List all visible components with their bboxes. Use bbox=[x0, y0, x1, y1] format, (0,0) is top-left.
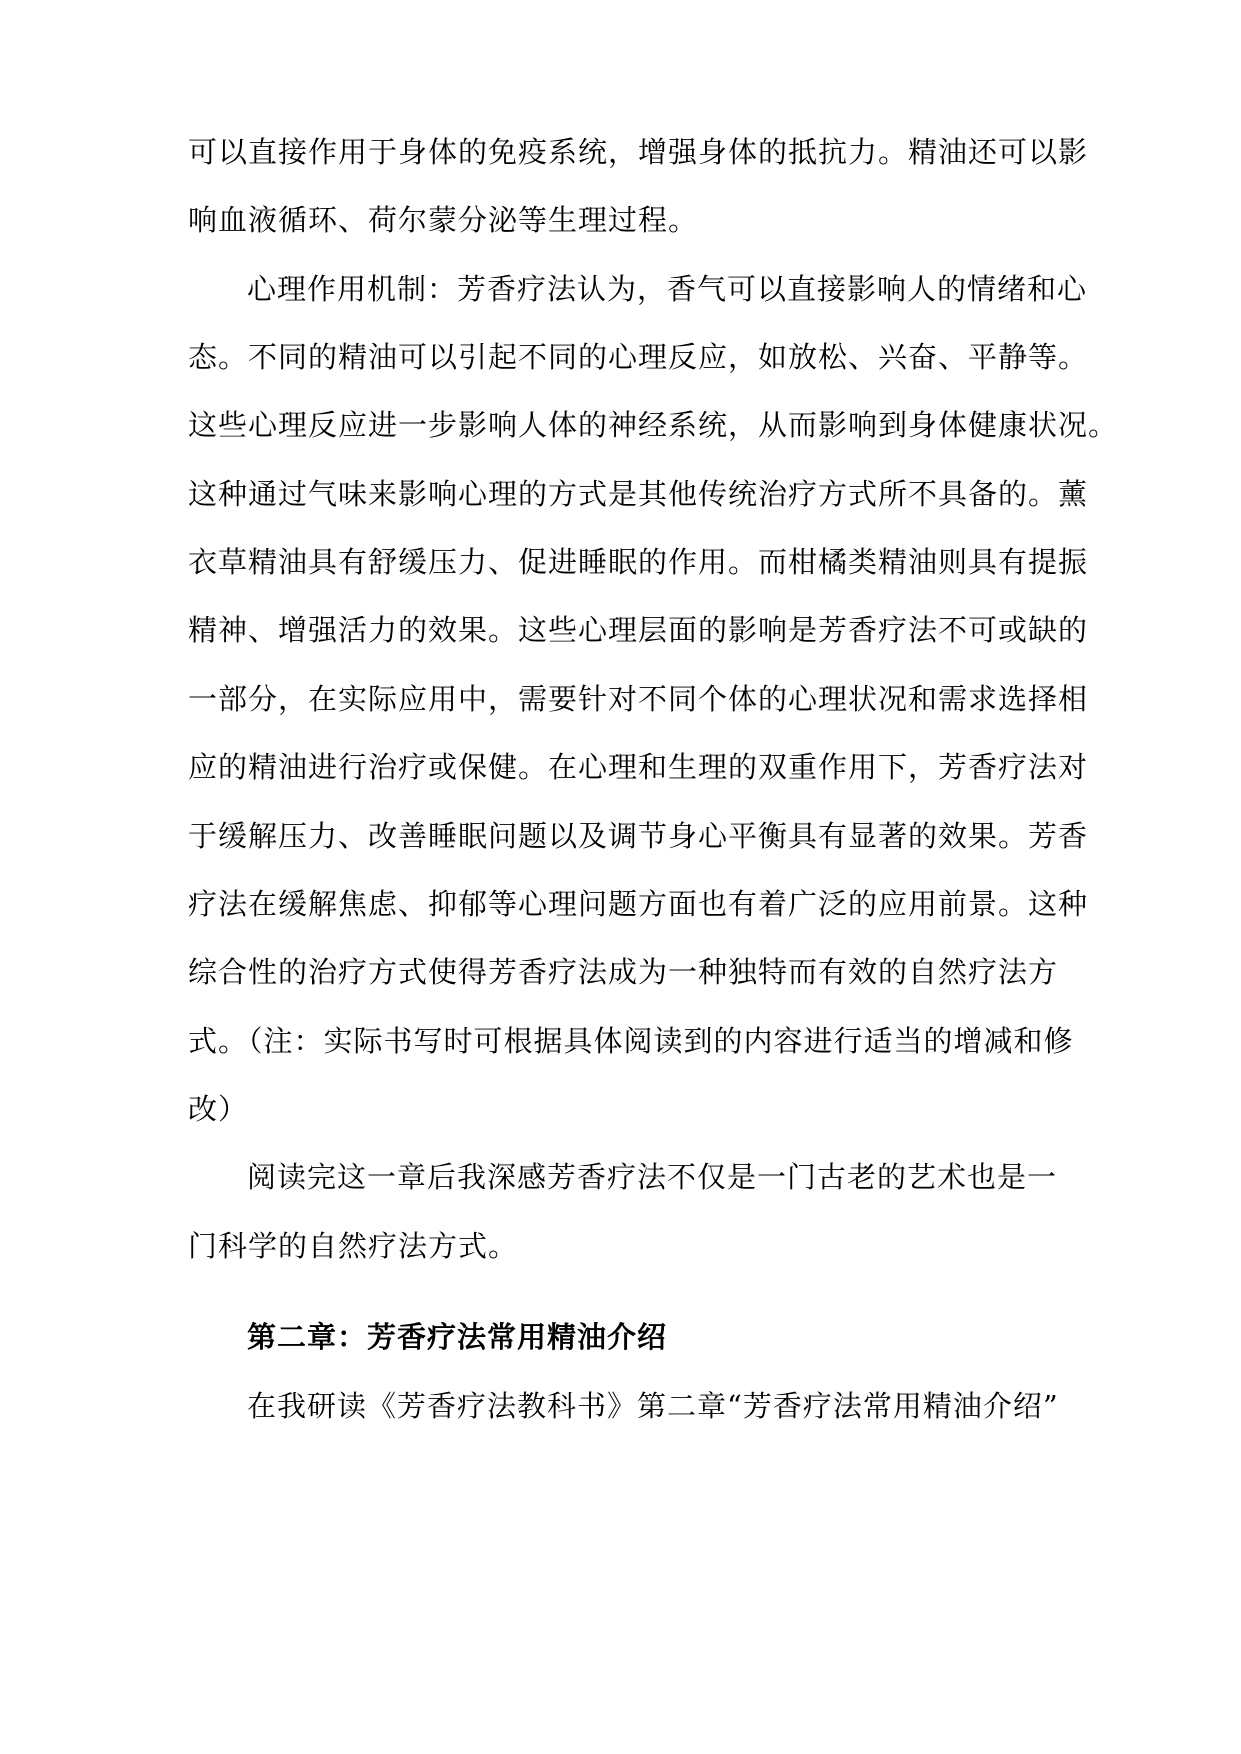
body-text-line: 响血液循环、荷尔蒙分泌等生理过程。 bbox=[188, 203, 699, 237]
body-text-line: 这种通过气味来影响心理的方式是其他传统治疗方式所不具备的。薰 bbox=[188, 477, 1089, 511]
body-text-line: 门科学的自然疗法方式。 bbox=[188, 1229, 519, 1263]
body-text-line: 心理作用机制：芳香疗法认为，香气可以直接影响人的情绪和心 bbox=[247, 272, 1088, 306]
body-text-line: 改） bbox=[188, 1092, 249, 1126]
body-text-line: 这些心理反应进一步影响人体的神经系统，从而影响到身体健康状况。 bbox=[188, 408, 1119, 442]
body-text-line: 一部分，在实际应用中，需要针对不同个体的心理状况和需求选择相 bbox=[188, 682, 1089, 716]
body-text-line: 式。（注：实际书写时可根据具体阅读到的内容进行适当的增减和修 bbox=[188, 1024, 1074, 1058]
body-text-line: 衣草精油具有舒缓压力、促进睡眠的作用。而柑橘类精油则具有提振 bbox=[188, 545, 1089, 579]
body-text-line: 阅读完这一章后我深感芳香疗法不仅是一门古老的艺术也是一 bbox=[247, 1160, 1058, 1194]
chapter-heading: 第二章：芳香疗法常用精油介绍 bbox=[247, 1320, 668, 1354]
body-text-line: 于缓解压力、改善睡眠问题以及调节身心平衡具有显著的效果。芳香 bbox=[188, 819, 1089, 853]
body-text-line: 疗法在缓解焦虑、抑郁等心理问题方面也有着广泛的应用前景。这种 bbox=[188, 887, 1089, 921]
body-text-line: 态。不同的精油可以引起不同的心理反应，如放松、兴奋、平静等。 bbox=[188, 340, 1089, 374]
body-text-line: 在我研读《芳香疗法教科书》第二章“芳香疗法常用精油介绍” bbox=[247, 1389, 1059, 1423]
body-text-line: 应的精油进行治疗或保健。在心理和生理的双重作用下，芳香疗法对 bbox=[188, 750, 1089, 784]
body-text-line: 综合性的治疗方式使得芳香疗法成为一种独特而有效的自然疗法方 bbox=[188, 955, 1059, 989]
body-text-line: 可以直接作用于身体的免疫系统，增强身体的抵抗力。精油还可以影 bbox=[188, 135, 1089, 169]
body-text-line: 精神、增强活力的效果。这些心理层面的影响是芳香疗法不可或缺的 bbox=[188, 613, 1089, 647]
